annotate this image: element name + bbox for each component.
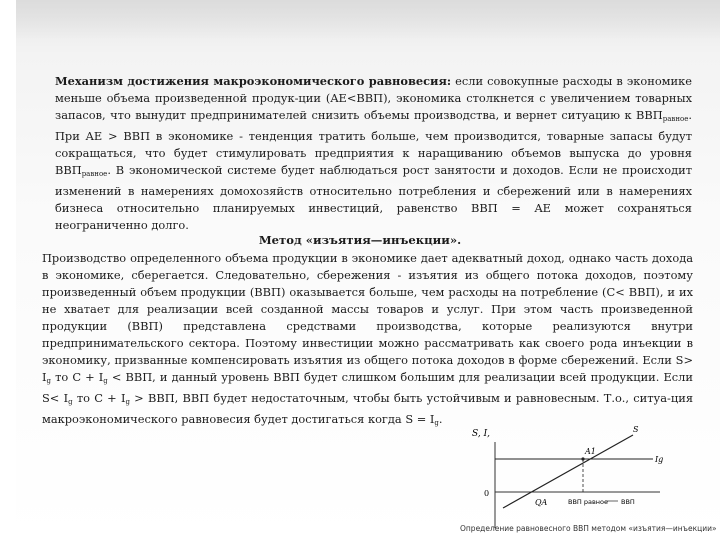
paragraph-equilibrium-mechanism: [55, 73, 692, 234]
x-label-gdp: ВВП: [621, 498, 635, 506]
subscript: g: [46, 377, 51, 385]
paragraph-withdrawal-injection: [42, 250, 693, 432]
method-title: Метод «изъятия—инъекции».: [258, 233, 462, 247]
paragraph-heading: Механизм достижения макроэкономического равновесия:: [55, 74, 452, 88]
subscript: равное: [81, 170, 108, 178]
paragraph-text: то С + I: [72, 391, 126, 405]
point-label-qa: QA: [535, 498, 548, 507]
x-label-gdp-equal: ВВП равное: [568, 498, 609, 506]
origin-label: 0: [484, 489, 490, 498]
paragraph-text: Производство определенного объема продукции в экономике дает адекватный доход, однако часть дохода в экономике, сберегается. Следовательно, сбережения - изъятия из общего потока доходов, поэтому произведенный объем продукции (ВВП) оказывается больше, чем расходы на потребление (С< ВВП), и их не хватает для реализации всей созданной массы товаров и услуг. При этом часть произведенной продукции (ВВП) представлена средствами производства, которые реализуются внутри предпринимательского сектора. Поэтому инвестиции можно рассматривать как своего рода инъекции в экономику, призванные компенсировать изъятия из общего потока доходов в форме сбережений. Если S> I: [42, 251, 693, 384]
savings-investment-chart: [455, 420, 715, 538]
paragraph-text: если совокупные расходы в экономике меньше объема произведенной продук-ции (AE<ВВП), экономика столкнется с увеличением товарных запасов, что вынудит предпринимателей снизить объемы производства, и вернет ситуацию к ВВП: [55, 74, 692, 122]
subscript: равное: [662, 115, 689, 123]
series-label-ig: Ig: [655, 455, 664, 464]
chart-caption: Определение равновесного ВВП методом «изъятия—инъекции»: [460, 524, 717, 533]
paragraph-text: > ВВП, ВВП будет недостаточным, чтобы быть устойчивым и равновесным. Т.о., ситуа-ция макроэкономического равновесия будет достигаться когда S = I: [42, 391, 693, 426]
paragraph-text: . В экономической системе будет наблюдаться рост занятости и доходов. Если не происходит изменений в намерениях домохозяйств относительно потребления и сбережений или в намерениях бизнеса относительно планируемых инвестиций, равенство ВВП = AE может сохраняться неограниченно долго.: [55, 163, 692, 232]
subscript: g: [68, 398, 73, 406]
paragraph-text: то С + I: [50, 370, 104, 384]
series-label-s: S: [633, 425, 639, 434]
y-axis-label: S, I,: [472, 429, 490, 439]
slide-top-shadow: [16, 0, 720, 40]
paragraph-text: < ВВП, и данный уровень ВВП будет слишком большим для реализации всей продукции. Если S< I: [42, 370, 694, 405]
subscript: g: [434, 419, 439, 427]
point-label-a1: A1: [585, 447, 596, 456]
paragraph-text: .: [438, 412, 443, 426]
paragraph-text: . При AE > ВВП в экономике - тенденция тратить больше, чем производится, товарные запасы будут сокращаться, что будет стимулировать предприятия к наращиванию объемов выпуска до уровня ВВП: [55, 108, 692, 177]
subscript: g: [103, 377, 108, 385]
subscript: g: [125, 398, 130, 406]
